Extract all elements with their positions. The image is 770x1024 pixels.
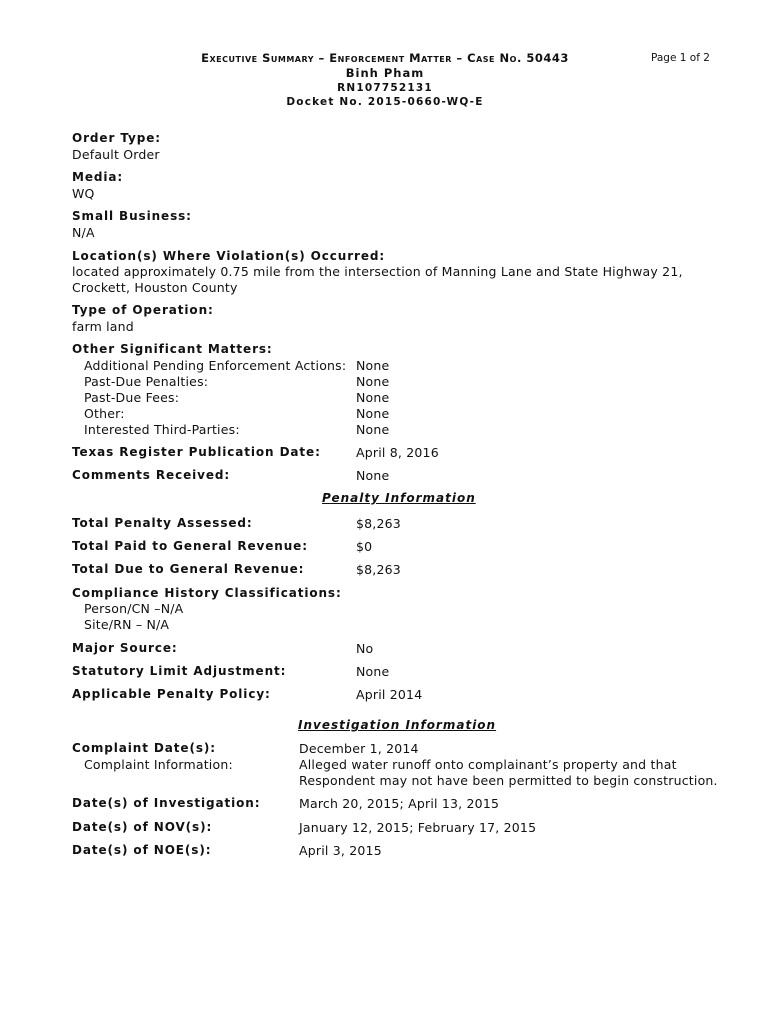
investigation-section-heading: Investigation Information: [298, 718, 497, 732]
rn-number: RN107752131: [337, 82, 433, 94]
penalty-assessed-value: $8,263: [356, 516, 401, 531]
complaint-date-value: December 1, 2014: [299, 741, 419, 756]
respondent-name: Binh Pham: [345, 66, 425, 80]
page-number: Page 1 of 2: [651, 52, 710, 64]
noe-dates-value: April 3, 2015: [299, 843, 382, 858]
penalty-policy-value: April 2014: [356, 687, 423, 702]
noe-dates-label: Date(s) of NOE(s):: [72, 843, 212, 857]
complaint-info-line-1: Alleged water runoff onto complainant’s property and that: [299, 757, 677, 772]
past-due-fees-value: None: [356, 390, 390, 405]
location-label: Location(s) Where Violation(s) Occurred:: [72, 249, 386, 263]
publication-value: April 8, 2016: [356, 445, 439, 460]
nov-dates-label: Date(s) of NOV(s):: [72, 820, 213, 834]
small-business-label: Small Business:: [72, 209, 192, 223]
media-label: Media:: [72, 170, 124, 184]
nov-dates-value: January 12, 2015; February 17, 2015: [299, 820, 537, 835]
third-parties-value: None: [356, 422, 390, 437]
past-due-fees-label: Past-Due Fees:: [84, 390, 180, 405]
location-line-1: located approximately 0.75 mile from the intersection of Manning Lane and State Highway 21,: [72, 264, 683, 279]
due-revenue-label: Total Due to General Revenue:: [72, 562, 305, 576]
pending-actions-value: None: [356, 358, 390, 373]
operation-value: farm land: [72, 319, 134, 334]
complaint-info-line-2: Respondent may not have been permitted to begin construction.: [299, 773, 718, 788]
comments-value: None: [356, 468, 390, 483]
order-type-value: Default Order: [72, 147, 160, 162]
order-type-label: Order Type:: [72, 131, 161, 145]
operation-label: Type of Operation:: [72, 303, 214, 317]
compliance-person: Person/CN –N/A: [84, 601, 184, 616]
statutory-limit-label: Statutory Limit Adjustment:: [72, 664, 287, 678]
media-value: WQ: [72, 186, 95, 201]
other-value: None: [356, 406, 390, 421]
penalty-section-heading: Penalty Information: [322, 491, 476, 505]
pending-actions-label: Additional Pending Enforcement Actions:: [84, 358, 347, 373]
past-due-penalties-value: None: [356, 374, 390, 389]
other-label: Other:: [84, 406, 125, 421]
past-due-penalties-label: Past-Due Penalties:: [84, 374, 209, 389]
major-source-value: No: [356, 641, 374, 656]
docket-number: Docket No. 2015-0660-WQ-E: [286, 96, 484, 108]
comments-label: Comments Received:: [72, 468, 231, 482]
statutory-limit-value: None: [356, 664, 390, 679]
compliance-history-label: Compliance History Classifications:: [72, 586, 342, 600]
other-matters-label: Other Significant Matters:: [72, 342, 273, 356]
location-line-2: Crockett, Houston County: [72, 280, 238, 295]
document-title: Executive Summary – Enforcement Matter – Case No. 50443: [201, 51, 569, 65]
small-business-value: N/A: [72, 225, 95, 240]
paid-revenue-value: $0: [356, 539, 373, 554]
due-revenue-value: $8,263: [356, 562, 401, 577]
complaint-date-label: Complaint Date(s):: [72, 741, 216, 755]
third-parties-label: Interested Third-Parties:: [84, 422, 240, 437]
investigation-dates-value: March 20, 2015; April 13, 2015: [299, 796, 500, 811]
paid-revenue-label: Total Paid to General Revenue:: [72, 539, 308, 553]
complaint-info-label: Complaint Information:: [84, 757, 233, 772]
investigation-dates-label: Date(s) of Investigation:: [72, 796, 261, 810]
penalty-assessed-label: Total Penalty Assessed:: [72, 516, 253, 530]
publication-label: Texas Register Publication Date:: [72, 445, 321, 459]
compliance-site: Site/RN – N/A: [84, 617, 170, 632]
major-source-label: Major Source:: [72, 641, 178, 655]
penalty-policy-label: Applicable Penalty Policy:: [72, 687, 271, 701]
